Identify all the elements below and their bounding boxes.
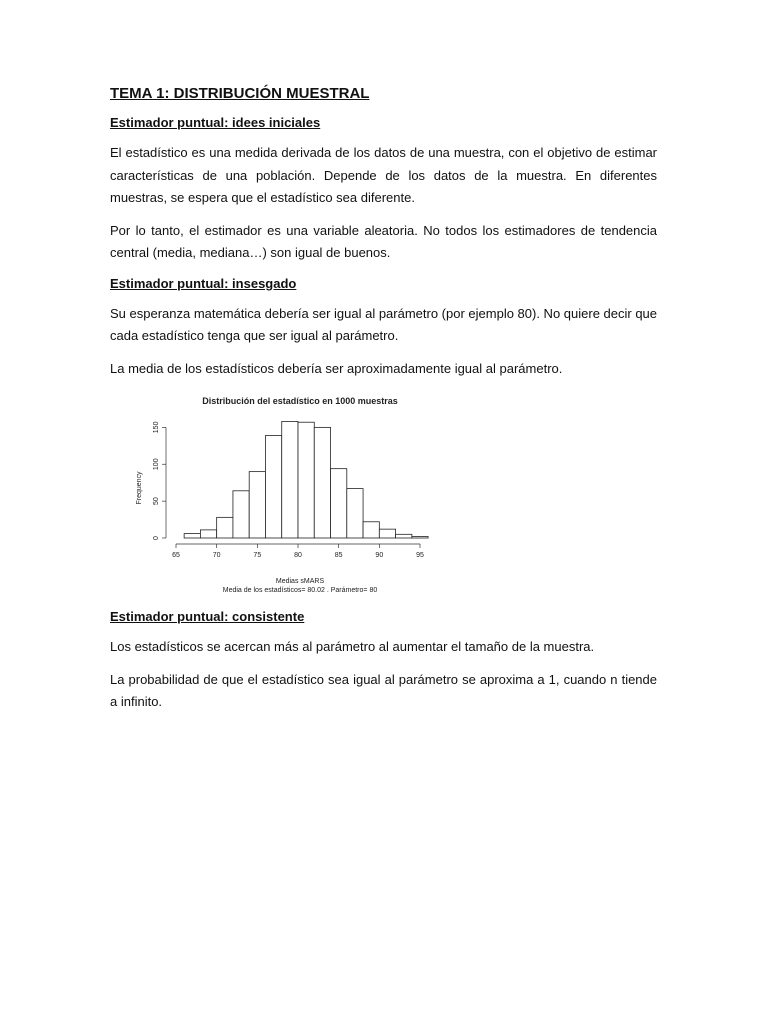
paragraph-1-1: El estadístico es una medida derivada de los datos de una muestra, con el objetivo de estimar características de una población. Depende de los datos de la muestra. En diferentes muestras, se espera que el estadístico sea diferente. <box>110 145 657 205</box>
histogram-bar <box>249 472 265 538</box>
document-content <box>110 84 657 724</box>
y-tick-label: 0 <box>153 536 160 540</box>
histogram-figure <box>120 390 440 594</box>
document-title: TEMA 1: DISTRIBUCIÓN MUESTRAL <box>110 85 370 102</box>
x-tick-label: 75 <box>253 552 262 559</box>
x-axis <box>172 544 424 559</box>
y-axis <box>153 421 166 540</box>
histogram-bars <box>184 421 428 538</box>
paragraph-1-2: Por lo tanto, el estimador es una variable aleatoria. No todos los estimadores de tendencia central (media, mediana…) son igual de buenos. <box>110 222 657 260</box>
histogram-bar <box>200 530 216 538</box>
x-tick-label: 85 <box>334 552 343 559</box>
histogram-bar <box>217 517 233 538</box>
histogram-bar <box>314 427 330 538</box>
section-heading-3: Estimador puntual: consistente <box>110 609 305 624</box>
histogram-bar <box>363 522 379 538</box>
histogram-bar <box>379 529 395 538</box>
chart-title: Distribución del estadístico en 1000 muestras <box>202 396 398 406</box>
chart-xlabel: Medias sMARS <box>275 578 325 585</box>
histogram-bar <box>331 469 347 538</box>
histogram-bar <box>396 534 412 538</box>
histogram-bar <box>298 422 314 538</box>
histogram-bar <box>265 435 281 538</box>
histogram-chart <box>120 390 440 594</box>
y-tick-label: 50 <box>153 497 160 506</box>
chart-ylabel: Frequency <box>136 471 143 505</box>
histogram-bar <box>184 534 200 538</box>
x-tick-label: 65 <box>172 552 180 559</box>
y-tick-label: 150 <box>153 421 160 434</box>
section-heading-2: Estimador puntual: insesgado <box>110 275 297 291</box>
x-tick-label: 70 <box>212 552 221 559</box>
histogram-bar <box>233 491 249 538</box>
y-tick-label: 100 <box>153 458 160 471</box>
x-tick-label: 90 <box>375 552 384 559</box>
x-tick-label: 80 <box>294 552 302 559</box>
histogram-bar <box>347 489 363 538</box>
chart-subtitle: Media de los estadísticos= 80.02 . Parámetro= 80 <box>222 587 378 594</box>
paragraph-3-1: Los estadísticos se acercan más al parámetro al aumentar el tamaño de la muestra. <box>110 639 595 654</box>
x-tick-label: 95 <box>416 552 424 559</box>
paragraph-2-2: La media de los estadísticos debería ser aproximadamente igual al parámetro. <box>110 360 563 376</box>
paragraph-3-2: La probabilidad de que el estadístico sea igual al parámetro se aproxima a 1, cuando n tiende a infinito. <box>110 671 657 709</box>
histogram-bar <box>282 421 298 538</box>
histogram-bar <box>412 537 428 538</box>
paragraph-2-1: Su esperanza matemática debería ser igual al parámetro (por ejemplo 80). No quiere decir que cada estadístico tenga que ser igual al parámetro. <box>110 305 658 343</box>
section-heading-1: Estimador puntual: idees iniciales <box>110 115 321 130</box>
